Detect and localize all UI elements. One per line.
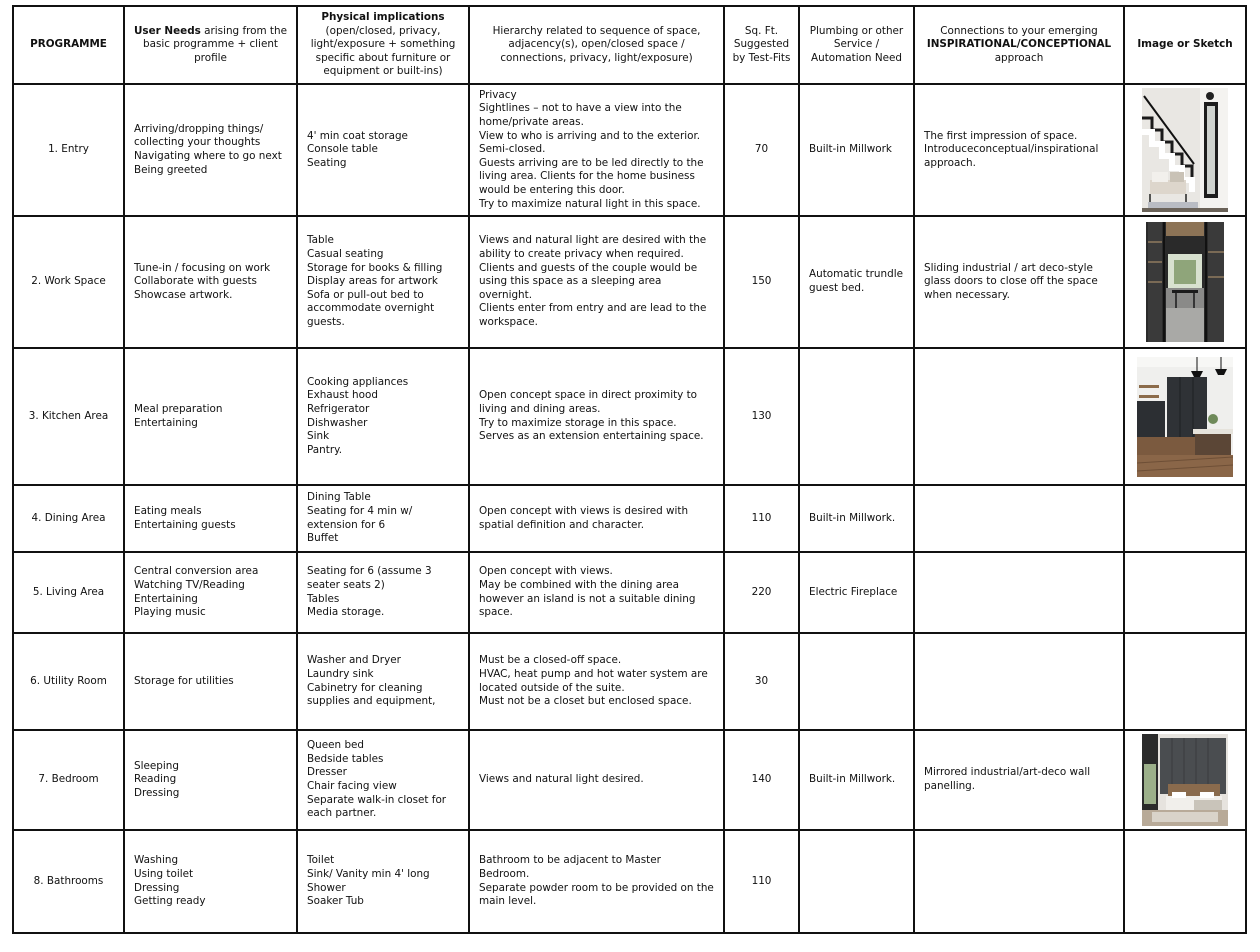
cell-sqft: 110	[724, 830, 799, 933]
cell-plumbing: Built-in Millwork.	[799, 485, 914, 552]
cell-plumbing: Built-in Millwork	[799, 84, 914, 216]
cell-user-needs: Washing Using toilet Dressing Getting ready	[124, 830, 297, 933]
cell-hierarchy: Open concept space in direct proximity to living and dining areas. Try to maximize storage in this space. Serves as an extension entertaining space.	[469, 348, 724, 485]
table-row	[13, 830, 1246, 933]
cell-plumbing	[799, 633, 914, 730]
cell-sqft: 150	[724, 216, 799, 348]
bedroom-panelling-photo	[1142, 734, 1228, 826]
cell-hierarchy: Views and natural light desired.	[469, 730, 724, 830]
cell-plumbing: Built-in Millwork.	[799, 730, 914, 830]
table-row	[13, 216, 1246, 348]
header-hierarchy: Hierarchy related to sequence of space, adjacency(s), open/closed space / connections, privacy, light/exposure)	[469, 6, 724, 84]
dark-kitchen-photo	[1137, 357, 1233, 477]
cell-physical: Cooking appliances Exhaust hood Refrigerator Dishwasher Sink Pantry.	[297, 348, 469, 485]
cell-connections	[914, 348, 1124, 485]
cell-physical: Seating for 6 (assume 3 seater seats 2) Tables Media storage.	[297, 552, 469, 633]
cell-physical: 4' min coat storage Console table Seating	[297, 84, 469, 216]
cell-hierarchy: Views and natural light are desired with the ability to create privacy when required. Clients and guests of the couple would be using this space as a sleeping area overnight. Clients enter from entry and are lead to the workspace.	[469, 216, 724, 348]
cell-programme: 8. Bathrooms	[13, 830, 124, 933]
cell-plumbing: Electric Fireplace	[799, 552, 914, 633]
cell-user-needs: Eating meals Entertaining guests	[124, 485, 297, 552]
cell-user-needs: Tune-in / focusing on work Collaborate with guests Showcase artwork.	[124, 216, 297, 348]
cell-user-needs: Arriving/dropping things/ collecting your thoughts Navigating where to go next Being greeted	[124, 84, 297, 216]
cell-physical: Dining Table Seating for 4 min w/ extension for 6 Buffet	[297, 485, 469, 552]
table-row	[13, 730, 1246, 830]
cell-programme: 3. Kitchen Area	[13, 348, 124, 485]
cell-image	[1124, 730, 1246, 830]
table-row	[13, 84, 1246, 216]
cell-plumbing: Automatic trundle guest bed.	[799, 216, 914, 348]
table-row	[13, 348, 1246, 485]
cell-hierarchy: Open concept with views. May be combined with the dining area however an island is not a suitable dining space.	[469, 552, 724, 633]
cell-image	[1124, 830, 1246, 933]
cell-physical: Table Casual seating Storage for books & filling Display areas for artwork Sofa or pull-out bed to accommodate overnight guests.	[297, 216, 469, 348]
cell-image	[1124, 348, 1246, 485]
header-image: Image or Sketch	[1124, 6, 1246, 84]
header-programme: PROGRAMME	[13, 6, 124, 84]
header-plumbing: Plumbing or other Service / Automation Need	[799, 6, 914, 84]
cell-connections: Sliding industrial / art deco-style glass doors to close off the space when necessary.	[914, 216, 1124, 348]
cell-image	[1124, 485, 1246, 552]
cell-image	[1124, 216, 1246, 348]
cell-hierarchy: Must be a closed-off space. HVAC, heat pump and hot water system are located outside of the suite. Must not be a closet but enclosed space.	[469, 633, 724, 730]
cell-plumbing	[799, 348, 914, 485]
header-row	[13, 6, 1246, 84]
cell-programme: 7. Bedroom	[13, 730, 124, 830]
table-row	[13, 552, 1246, 633]
cell-hierarchy: Privacy Sightlines – not to have a view into the home/private areas. View to who is arriving and to the exterior. Semi-closed. Guests arriving are to be led directly to the living area. Clients for the home business would be entering this door. Try to maximize natural light in this space.	[469, 84, 724, 216]
cell-user-needs: Sleeping Reading Dressing	[124, 730, 297, 830]
cell-sqft: 140	[724, 730, 799, 830]
cell-connections	[914, 485, 1124, 552]
cell-connections: Mirrored industrial/art-deco wall panelling.	[914, 730, 1124, 830]
cell-sqft: 130	[724, 348, 799, 485]
cell-connections: The first impression of space. Introduceconceptual/inspirational approach.	[914, 84, 1124, 216]
table-row	[13, 633, 1246, 730]
cell-hierarchy: Bathroom to be adjacent to Master Bedroom. Separate powder room to be provided on the main level.	[469, 830, 724, 933]
header-sqft: Sq. Ft. Suggested by Test-Fits	[724, 6, 799, 84]
programme-table	[12, 5, 1247, 934]
cell-physical: Toilet Sink/ Vanity min 4' long Shower Soaker Tub	[297, 830, 469, 933]
cell-sqft: 110	[724, 485, 799, 552]
cell-sqft: 220	[724, 552, 799, 633]
cell-connections	[914, 633, 1124, 730]
header-user-needs: User Needs arising from the basic programme + client profile	[124, 6, 297, 84]
cell-sqft: 70	[724, 84, 799, 216]
cell-hierarchy: Open concept with views is desired with spatial definition and character.	[469, 485, 724, 552]
cell-physical: Queen bed Bedside tables Dresser Chair facing view Separate walk-in closet for each partner.	[297, 730, 469, 830]
cell-image	[1124, 552, 1246, 633]
cell-user-needs: Central conversion area Watching TV/Reading Entertaining Playing music	[124, 552, 297, 633]
staircase-entry-photo	[1142, 88, 1228, 212]
header-connections: Connections to your emerging INSPIRATIONAL/CONCEPTIONAL approach	[914, 6, 1124, 84]
cell-sqft: 30	[724, 633, 799, 730]
cell-programme: 1. Entry	[13, 84, 124, 216]
cell-user-needs: Meal preparation Entertaining	[124, 348, 297, 485]
cell-physical: Washer and Dryer Laundry sink Cabinetry for cleaning supplies and equipment,	[297, 633, 469, 730]
cell-programme: 2. Work Space	[13, 216, 124, 348]
cell-connections	[914, 552, 1124, 633]
office-glass-doors-photo	[1146, 222, 1224, 342]
cell-image	[1124, 84, 1246, 216]
cell-user-needs: Storage for utilities	[124, 633, 297, 730]
cell-connections	[914, 830, 1124, 933]
cell-programme: 5. Living Area	[13, 552, 124, 633]
cell-image	[1124, 633, 1246, 730]
table-row	[13, 485, 1246, 552]
header-physical-implications: Physical implications (open/closed, privacy, light/exposure + something specific about furniture or equipment or built-ins)	[297, 6, 469, 84]
cell-plumbing	[799, 830, 914, 933]
cell-programme: 6. Utility Room	[13, 633, 124, 730]
cell-programme: 4. Dining Area	[13, 485, 124, 552]
